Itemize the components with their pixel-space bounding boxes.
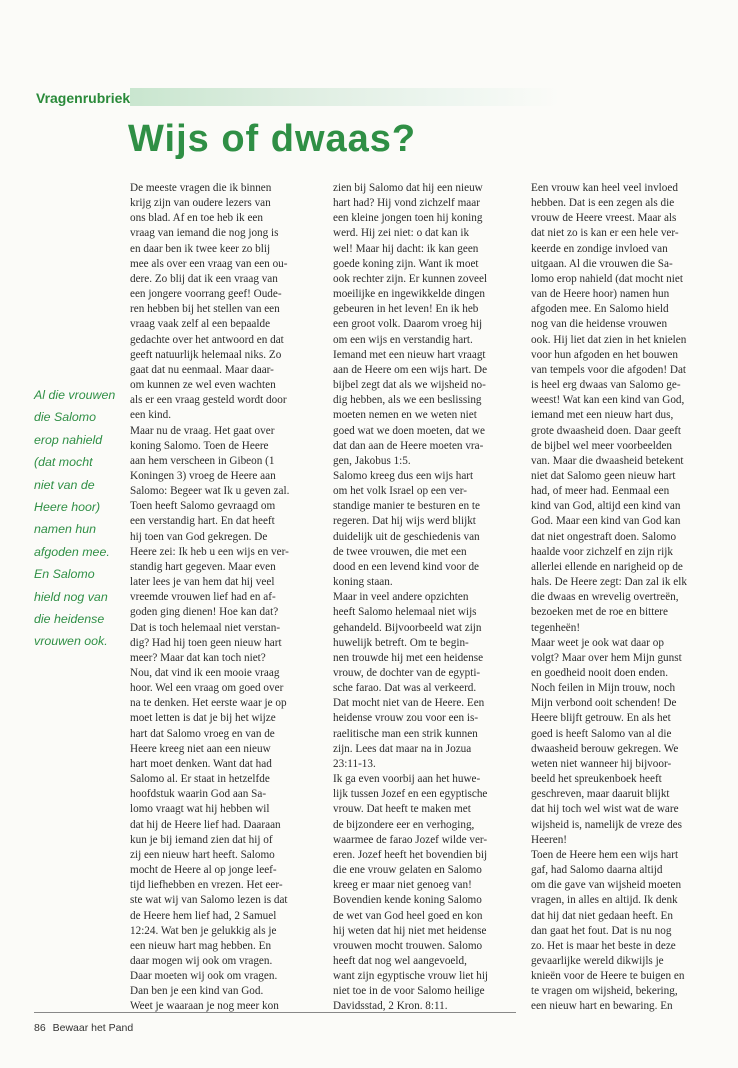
text-line: Noch feilen in Mijn trouw, noch xyxy=(531,682,676,695)
text-line: gaf, had Salomo daarna altijd xyxy=(531,864,663,877)
text-line: hart had? Hij vond zichzelf maar xyxy=(333,197,480,210)
text-line: afgoden mee. En Salomo hield xyxy=(531,303,669,316)
text-line: weten niet wanneer hij bijvoor- xyxy=(531,757,672,770)
text-line: Iemand met een nieuw hart vraagt xyxy=(333,348,486,361)
text-line: aan hem verscheen in Gibeon (1 xyxy=(130,454,275,467)
text-line: lijk tussen Jozef en een egyptische xyxy=(333,788,488,801)
text-line: bezoeken met de roe en bittere xyxy=(531,606,668,619)
text-line: kind van God, altijd een kind van xyxy=(531,500,681,513)
text-line: Davidsstad, 2 Kron. 8:11. xyxy=(333,1000,448,1013)
text-line: goed is heeft Salomo van al die xyxy=(531,727,672,740)
text-line: een nieuw hart en bewaring. En xyxy=(531,1000,673,1013)
text-line: om kunnen ze wel even wachten xyxy=(130,379,276,392)
text-line: hart moet denken. Want dat had xyxy=(130,757,272,770)
text-line: 12:24. Wat ben je gelukkig als je xyxy=(130,924,277,937)
text-line: niet dat Salomo geen nieuw hart xyxy=(531,469,676,482)
text-line: vrouw. Dat heeft te maken met xyxy=(333,803,471,816)
text-line: dwaasheid berouw gekregen. We xyxy=(531,742,679,755)
text-line: om een wijs en verstandig hart. xyxy=(333,333,473,346)
text-line: gebeuren in het leven! En ik heb xyxy=(333,303,479,316)
text-line: de bijzondere eer en verhoging, xyxy=(333,818,475,831)
text-line: ons blad. Af en toe heb ik een xyxy=(130,212,263,225)
pull-quote xyxy=(34,384,118,653)
text-line: Heere blijft getrouw. En als het xyxy=(531,712,671,725)
page-footer xyxy=(34,1022,137,1034)
text-line: Heeren! xyxy=(531,833,568,846)
text-line: volgt? Maar over hem Mijn gunst xyxy=(531,651,682,664)
text-line: niet toe in de voor Salomo heilige xyxy=(333,985,485,998)
text-line: dig hebben, als we een beslissing xyxy=(333,394,482,407)
text-line: de Heere hem lief had, 2 Samuel xyxy=(130,909,277,922)
text-line: om die gave van wijsheid moeten xyxy=(531,879,682,892)
text-line: geschreven, maar daaruit blijkt xyxy=(531,788,670,801)
text-line: Een vrouw kan heel veel invloed xyxy=(531,182,678,194)
text-line: dig? Had hij toen geen nieuw hart xyxy=(130,636,282,649)
text-line: sche farao. Dat was al verkeerd. xyxy=(333,682,477,695)
kicker-band xyxy=(130,88,560,106)
text-line: huwelijk betreft. Om te begin- xyxy=(333,636,469,649)
text-line: lomo vraagt wat hij hebben wil xyxy=(130,803,270,816)
text-line: Bovendien kende koning Salomo xyxy=(333,894,482,907)
text-column-1 xyxy=(130,181,310,1015)
text-line: Dat is toch helemaal niet verstan- xyxy=(130,621,281,634)
text-line: hoofdstuk waarin God aan Sa- xyxy=(130,788,267,801)
text-line: dat niet zo is kan er een hele ver- xyxy=(531,227,679,240)
text-line: dood en een levend kind voor de xyxy=(333,560,480,573)
text-line: nog van die heidense vrouwen xyxy=(531,318,668,331)
text-line: goede koning zijn. Want ik moet xyxy=(333,257,479,270)
text-line: Salomo al. Er staat in hetzelfde xyxy=(130,773,270,786)
text-line: zij een nieuw hart heeft. Salomo xyxy=(130,848,275,861)
text-line: Maar weet je ook wat daar op xyxy=(531,636,664,649)
text-line: moet letten is dat je bij het wijze xyxy=(130,712,276,725)
pull-quote-line: En Salomo xyxy=(34,567,95,582)
text-line: keerde en zondige invloed van xyxy=(531,242,668,255)
text-line: koning Salomo. Toen de Heere xyxy=(130,439,269,452)
text-line: een kleine jongen toen hij koning xyxy=(333,212,483,225)
text-line: een jongere voorrang geef! Oude- xyxy=(130,288,282,301)
text-line: de bijbel wel meer voorbeelden xyxy=(531,439,673,452)
text-line: want zijn egyptische vrouw liet hij xyxy=(333,970,489,983)
text-line: en daar ben ik twee keer zo blij xyxy=(130,242,271,255)
text-line: Koningen 3) vroeg de Heere aan xyxy=(130,469,276,482)
text-line: Maar nu de vraag. Het gaat over xyxy=(130,424,275,437)
text-line: heidense vrouw zou voor een is- xyxy=(333,712,479,725)
text-line: Daar moeten wij ook om vragen. xyxy=(130,970,278,983)
text-line: nen trouwde hij met een heidense xyxy=(333,651,484,664)
text-line: Salomo: Begeer wat Ik u geven zal. xyxy=(130,485,290,498)
article-title: Wijs of dwaas? xyxy=(128,118,417,160)
text-line: allerlei ellende en narigheid op de xyxy=(531,560,683,573)
text-line: tegenheën! xyxy=(531,621,581,634)
text-line: Heere zei: Ik heb u een wijs en ver- xyxy=(130,545,289,558)
text-line: vrouw de Heere vreest. Maar als xyxy=(531,212,677,225)
pull-quote-line: Al die vrouwen xyxy=(34,388,116,402)
text-line: heeft Salomo helemaal niet wijs xyxy=(333,606,477,619)
text-line: gehandeld. Bijvoorbeeld wat zijn xyxy=(333,621,482,634)
text-line: zo. Het is maar het beste in deze xyxy=(531,939,676,952)
text-line: is heel erg dwaas van Salomo ge- xyxy=(531,379,681,392)
text-line: hart dat Salomo vroeg en van de xyxy=(130,727,275,740)
text-line: hoor. Wel een vraag om goed over xyxy=(130,682,284,695)
text-line: lomo erop nahield (dat mocht niet xyxy=(531,272,683,285)
text-line: knieën voor de Heere te buigen en xyxy=(531,970,685,983)
text-line: dat niet ongestraft doen. Salomo xyxy=(531,530,677,543)
text-line: van tempels voor die afgoden! Dat xyxy=(531,363,687,376)
text-line: vragen, in alles en altijd. Ik denk xyxy=(531,894,678,907)
text-line: hij toen van God gekregen. De xyxy=(130,530,268,543)
text-line: dat hij de Heere lief had. Daaraan xyxy=(130,818,281,831)
text-line: vraag van iemand die nog jong is xyxy=(130,227,279,240)
text-line: Ik ga even voorbij aan het huwe- xyxy=(333,773,481,786)
text-line: standig hart gegeven. Maar even xyxy=(130,560,276,573)
text-line: gevaarlijke wereld dikwijls je xyxy=(531,954,664,967)
text-line: God. Maar een kind van God kan xyxy=(531,515,681,528)
text-line: weest! Wat kan een kind van God, xyxy=(531,394,685,407)
text-line: vrouwen mocht trouwen. Salomo xyxy=(333,939,483,952)
text-line: dat hij dat niet gedaan heeft. En xyxy=(531,909,673,922)
text-line: Nou, dat vind ik een mooie vraag xyxy=(130,667,280,679)
text-line: werd. Hij zei niet: o dat kan ik xyxy=(333,227,470,240)
text-line: grote dwaasheid doen. Daar geeft xyxy=(531,424,682,437)
text-line: uitgaan. Al die vrouwen die Sa- xyxy=(531,257,673,270)
text-column-2 xyxy=(333,181,513,1015)
text-line: als er een vraag gesteld wordt door xyxy=(130,394,287,407)
text-line: een groot volk. Daarom vroeg hij xyxy=(333,318,483,331)
text-line: iemand met een nieuw hart dus, xyxy=(531,409,674,422)
text-line: dan gaat het fout. Dat is nu nog xyxy=(531,924,672,937)
text-line: Heere kreeg niet aan een nieuw xyxy=(130,742,271,755)
pull-quote-line: niet van de xyxy=(34,477,95,492)
text-line: Salomo kreeg dus een wijs hart xyxy=(333,469,474,482)
text-line: wel! Maar hij dacht: ik kan geen xyxy=(333,242,479,255)
pull-quote-line: afgoden mee. xyxy=(34,544,110,559)
text-line: dat hij toch wel wist wat de ware xyxy=(531,803,679,816)
text-line: geeft natuurlijk helemaal niks. Zo xyxy=(130,348,282,361)
page-number: 86 xyxy=(34,1022,46,1034)
publication-name: Bewaar het Pand xyxy=(52,1022,134,1034)
text-line: tijd liefhebben en vrezen. Het eer- xyxy=(130,879,283,892)
text-line: wijsheid is, namelijk de vreze des xyxy=(531,818,682,831)
text-line: kreeg er maar niet genoeg van! xyxy=(333,879,472,892)
text-line: vraag vaak zelf al een bepaalde xyxy=(130,318,271,331)
text-line: daar mogen wij ook om vragen. xyxy=(130,954,273,967)
text-line: goden ging dienen! Hoe kan dat? xyxy=(130,606,279,619)
text-line: Dat mocht niet van de Heere. Een xyxy=(333,697,485,710)
text-line: voor hun afgoden en het bouwen xyxy=(531,348,678,361)
text-line: die ene vrouw gelaten en Salomo xyxy=(333,864,482,877)
text-line: van de Heere hoor) namen hun xyxy=(531,288,670,301)
pull-quote-line: die heidense xyxy=(34,612,105,627)
text-line: koning staan. xyxy=(333,576,393,589)
text-line: hals. De Heere zegt: Dan zal ik elk xyxy=(531,576,687,589)
text-line: de wet van God heel goed en kon xyxy=(333,909,483,922)
text-line: bijbel zegt dat als we wijsheid no- xyxy=(333,379,486,392)
text-line: van. Maar die dwaasheid betekent xyxy=(531,454,684,467)
text-line: mocht de Heere al op jonge leef- xyxy=(130,864,277,877)
text-line: mee als over een vraag van een ou- xyxy=(130,257,288,270)
pull-quote-line: Heere hoor) xyxy=(34,500,101,515)
text-line: en goedheid nooit doen enden. xyxy=(531,667,669,679)
text-line: gedachte over het antwoord en dat xyxy=(130,333,284,346)
text-line: aan de Heere om een wijs hart. De xyxy=(333,363,488,376)
text-line: ren hebben bij het stellen van een xyxy=(130,303,280,316)
text-line: die dwaas en wrevelig overtreën, xyxy=(531,591,679,604)
text-line: regeren. Dat hij wijs werd blijkt xyxy=(333,515,476,528)
text-line: na te denken. Het eerste waar je op xyxy=(130,697,287,710)
text-line: Weet je waaraan je nog meer kon xyxy=(130,1000,279,1013)
text-line: De meeste vragen die ik binnen xyxy=(130,182,272,194)
text-line: beeld het spreukenboek heeft xyxy=(531,773,662,786)
text-line: een kind. xyxy=(130,409,172,422)
text-line: ook rechter zijn. Er kunnen zoveel xyxy=(333,272,488,285)
text-line: gen, Jakobus 1:5. xyxy=(333,454,411,467)
pull-quote-line: (dat mocht xyxy=(34,455,93,470)
text-line: eren. Jozef heeft het bovendien bij xyxy=(333,848,488,861)
text-line: een nieuw hart mag hebben. En xyxy=(130,939,272,952)
text-line: Toen heeft Salomo gevraagd om xyxy=(130,500,276,513)
text-line: ste wat wij van Salomo lezen is dat xyxy=(130,894,288,907)
text-column-3 xyxy=(531,181,711,1015)
pull-quote-line: erop nahield xyxy=(34,432,103,447)
text-line: een verstandig hart. En dat heeft xyxy=(130,515,275,528)
text-line: Dan ben je een kind van God. xyxy=(130,985,264,998)
text-line: standige manier te besturen en te xyxy=(333,500,480,513)
text-line: zijn. Lees dat maar na in Jozua xyxy=(333,742,472,755)
pull-quote-line: vrouwen ook. xyxy=(34,634,108,649)
text-line: duidelijk uit de geschiedenis van xyxy=(333,530,480,543)
text-line: haalde voor zichzelf en zijn rijk xyxy=(531,545,673,558)
text-line: vreemde vrouwen lief had en af- xyxy=(130,591,276,604)
text-line: heeft dat nog wel aangevoeld, xyxy=(333,954,467,967)
text-line: kun je bij iemand zien dat hij of xyxy=(130,833,273,846)
text-line: hij weten dat hij niet met heidense xyxy=(333,924,487,937)
text-line: Maar in veel andere opzichten xyxy=(333,591,469,604)
text-line: 23:11-13. xyxy=(333,757,376,770)
text-line: later lees je van hem dat hij veel xyxy=(130,576,275,589)
text-line: dere. Zo blij dat ik een vraag van xyxy=(130,272,278,285)
text-line: raelitische man een strik kunnen xyxy=(333,727,478,740)
text-line: moeten nemen en we weten niet xyxy=(333,409,477,422)
text-line: waarmee de farao Jozef wilde ver- xyxy=(333,833,488,846)
footer-rule xyxy=(34,1012,516,1013)
text-line: vrouw, de dochter van de egypti- xyxy=(333,667,481,679)
text-line: dat dan aan de Heere moeten vra- xyxy=(333,439,484,452)
text-line: te vragen om wijsheid, bekering, xyxy=(531,985,678,998)
text-line: krijg zijn van oudere lezers van xyxy=(130,197,271,210)
pull-quote-line: die Salomo xyxy=(34,410,96,425)
text-line: de twee vrouwen, die met een xyxy=(333,545,467,558)
text-line: om het volk Israel op een ver- xyxy=(333,485,467,498)
pull-quote-line: hield nog van xyxy=(34,589,108,604)
pull-quote-line: namen hun xyxy=(34,522,97,537)
text-line: zien bij Salomo dat hij een nieuw xyxy=(333,182,483,194)
text-line: Toen de Heere hem een wijs hart xyxy=(531,848,679,861)
text-line: gaat dat nu eenmaal. Maar daar- xyxy=(130,363,274,376)
text-line: meer? Maar dat kan toch niet? xyxy=(130,651,266,664)
text-line: goed wat we doen moeten, dat we xyxy=(333,424,485,437)
section-kicker: Vragenrubriek xyxy=(36,90,131,106)
text-line: Mijn verbond ooit schenden! De xyxy=(531,697,677,710)
text-line: ook. Hij liet dat zien in het knielen xyxy=(531,333,687,346)
text-line: moeilijke en ingewikkelde dingen xyxy=(333,288,485,301)
text-line: had, of meer had. Eenmaal een xyxy=(531,485,670,498)
text-line: hebben. Dat is een zegen als die xyxy=(531,197,675,210)
